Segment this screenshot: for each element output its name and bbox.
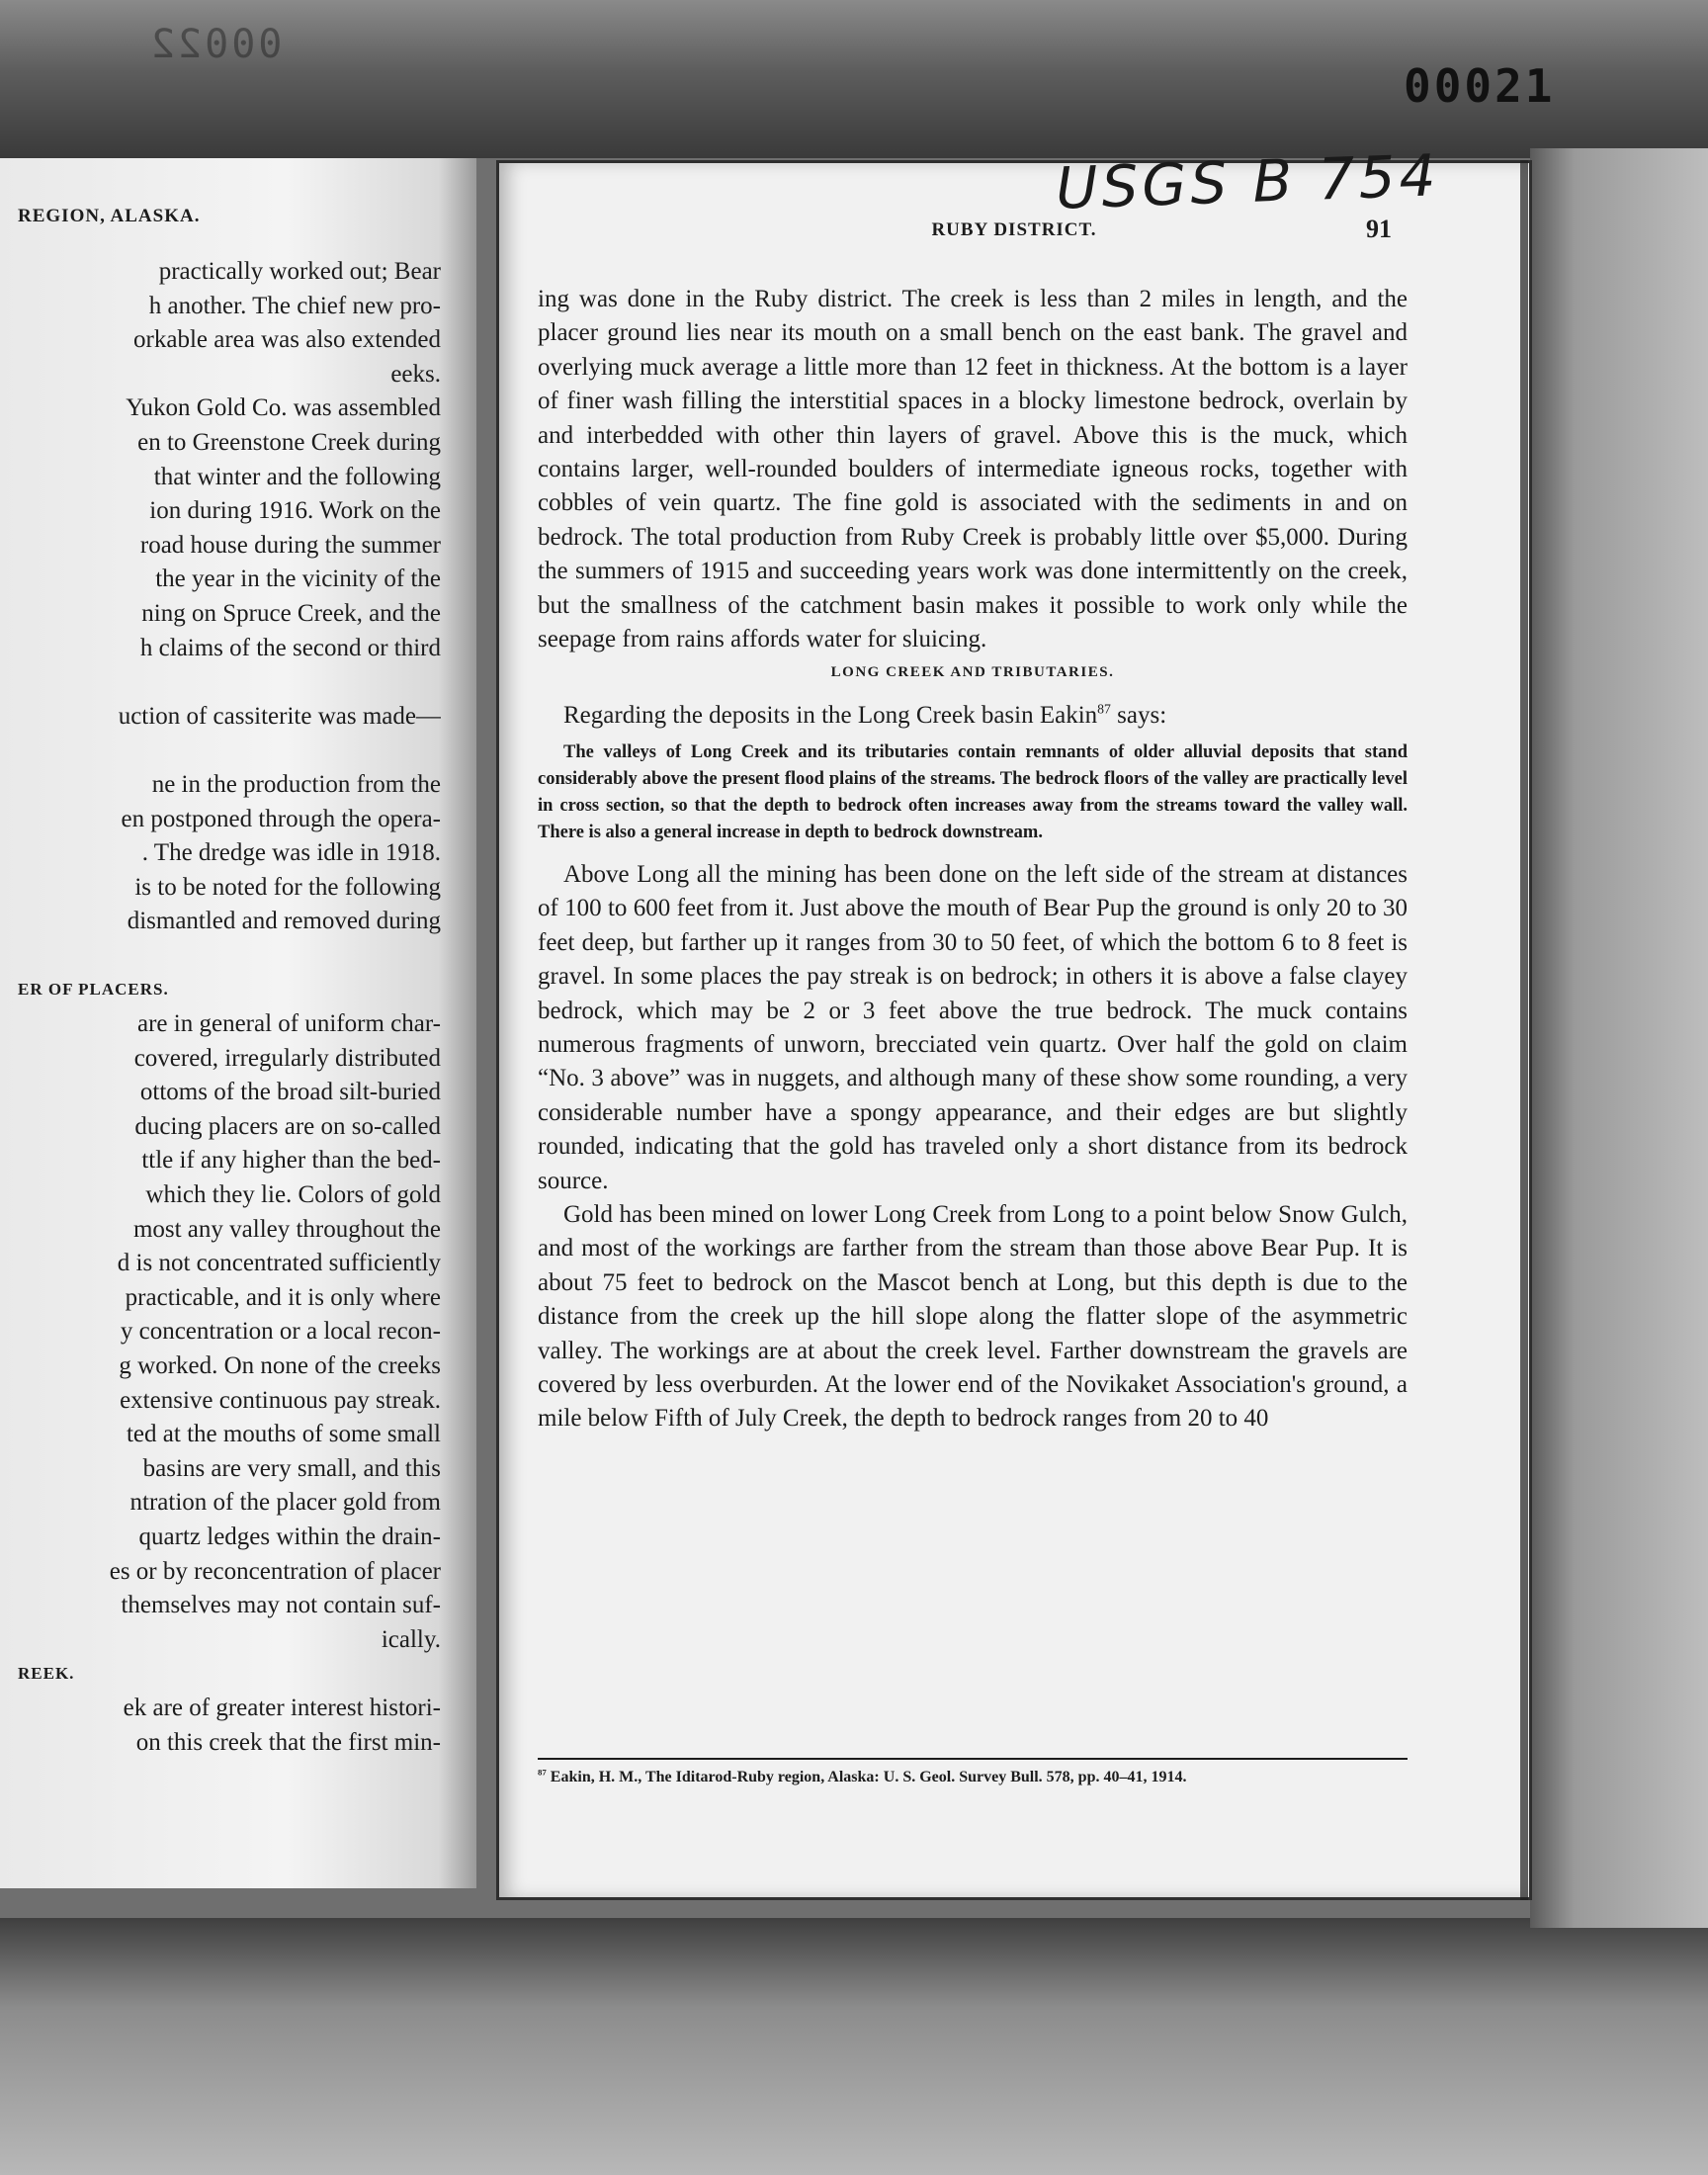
section-heading: LONG CREEK AND TRIBUTARIES. (830, 664, 1115, 681)
facing-page-text (0, 255, 441, 1760)
footnote-marker: 87 (538, 1767, 547, 1778)
facing-page-line: eeks. (390, 360, 441, 388)
facing-page-line: en to Greenstone Creek during (137, 428, 441, 456)
page-number: 91 (1366, 215, 1392, 243)
facing-page-header: REGION, ALASKA. (18, 206, 201, 226)
document-stamp-number: 00021 (1404, 59, 1556, 113)
facing-page-line: REEK. (18, 1664, 75, 1684)
facing-page (0, 158, 476, 1888)
footnote (538, 1766, 1408, 1788)
facing-page-line: ttle if any higher than the bed- (141, 1147, 441, 1174)
facing-page-line: that winter and the following (153, 463, 441, 490)
paragraph-lower-long-creek: Gold has been mined on lower Long Creek from Long to a point below Snow Gulch, and most of the workings are farther from the stream than those above Bear Pup. It is about 75 feet to bedrock on the Mascot bench at Long, but this depth is due to the distance from the creek up the hill slope along the flatter slope of the asymmetric valley. The workings are at about the creek level. Farther downstream the gravels are covered by less overburden. At the lower end of the Novikaket Association's ground, a mile below Fifth of July Creek, the depth to bedrock ranges from 20 to 40 (538, 1200, 1408, 1433)
facing-page-line: ek are of greater interest histori- (123, 1694, 441, 1721)
page-edge (1520, 160, 1528, 1900)
facing-page-line: dismantled and removed during (127, 908, 441, 935)
facing-page-line: which they lie. Colors of gold (145, 1181, 441, 1209)
scan-background-bottom (0, 1918, 1708, 2175)
facing-page-line: g worked. On none of the creeks (119, 1352, 441, 1379)
facing-page-line: are in general of uniform char- (137, 1010, 441, 1038)
facing-page-line: orkable area was also extended (133, 326, 441, 354)
footnote-divider (538, 1758, 1408, 1760)
facing-page-line: Yukon Gold Co. was assembled (126, 394, 441, 422)
facing-page-line: ottoms of the broad silt-buried (139, 1079, 441, 1106)
facing-page-line: ion during 1916. Work on the (149, 497, 441, 525)
facing-page-line: h another. The chief new pro- (148, 292, 441, 319)
facing-page-line: extensive continuous pay streak. (120, 1386, 441, 1414)
facing-page-line: ducing placers are on so-called (134, 1112, 441, 1140)
facing-page-line (0, 734, 441, 768)
facing-page-line (0, 939, 441, 974)
handwritten-annotation: USGS B 754 (1054, 141, 1441, 222)
facing-page-line: covered, irregularly distributed (133, 1044, 441, 1072)
facing-page-line: practically worked out; Bear (158, 258, 441, 285)
scan-background-right (1530, 148, 1708, 1928)
facing-page-line: ntration of the placer gold from (129, 1489, 441, 1517)
book-page (496, 160, 1532, 1900)
facing-page-line: es or by reconcentration of placer (109, 1557, 441, 1585)
facing-page-line: en postponed through the opera- (121, 805, 441, 832)
facing-page-line: y concentration or a local recon- (120, 1318, 441, 1346)
paragraph-eakin-intro (538, 699, 1408, 733)
facing-page-line: uction of cassiterite was made— (118, 702, 441, 730)
facing-page-line: ER OF PLACERS. (18, 980, 169, 1000)
facing-page-line: quartz ledges within the drain- (138, 1522, 441, 1550)
footnote-reference: 87 (1097, 702, 1111, 718)
facing-page-line: on this creek that the first min- (135, 1728, 441, 1756)
facing-page-line: h claims of the second or third (139, 634, 441, 661)
facing-page-line: ning on Spruce Creek, and the (141, 599, 441, 627)
facing-page-line: . The dredge was idle in 1918. (141, 839, 441, 867)
facing-page-line: the year in the vicinity of the (155, 566, 441, 593)
block-quote: The valleys of Long Creek and its tributaries contain remnants of older alluvial deposits that stand considerably above the present flood plains of the streams. The bedrock floors of the valley are practically level in cross section, so that the depth to bedrock often increases away from the streams toward the valley wall. There is also a general increase in depth to bedrock downstream. (538, 741, 1408, 842)
page-body (538, 283, 1408, 1436)
facing-page-line: d is not concentrated sufficiently (117, 1250, 441, 1277)
ghost-stamp-number: 00022 (148, 22, 283, 67)
facing-page-line: practicable, and it is only where (125, 1283, 441, 1311)
facing-page-line: ically. (381, 1625, 441, 1653)
facing-page-line: ne in the production from the (151, 770, 441, 798)
facing-page-line (0, 665, 441, 700)
facing-page-line: basins are very small, and this (142, 1454, 441, 1482)
eakin-intro-tail: says: (1110, 702, 1167, 730)
facing-page-line: road house during the summer (139, 531, 441, 559)
facing-page-line: themselves may not contain suf- (121, 1592, 441, 1619)
eakin-intro-text: Regarding the deposits in the Long Creek basin Eakin (563, 702, 1098, 730)
running-head: RUBY DISTRICT. (931, 219, 1097, 240)
paragraph-ruby-creek: ing was done in the Ruby district. The creek is less than 2 miles in length, and the placer ground lies near its mouth on a small bench on the east bank. The gravel and overlying muck average a little more than 12 feet in thickness. At the bottom is a layer of finer wash filling the interstitial spaces in a blocky limestone bedrock, overlain by and interbedded with other thin layers of gravel. Above this is the muck, which contains larger, well-rounded boulders of intermediate igneous rocks, together with cobbles of vein quartz. The fine gold is associated with the sediments in and on bedrock. The total production from Ruby Creek is probably little over $5,000. During the summers of 1915 and succeeding years work was done intermittently on the creek, but the smallness of the catchment basin makes it possible to work only while the seepage from rains affords water for sluicing. (538, 286, 1408, 653)
facing-page-line: is to be noted for the following (134, 873, 441, 901)
facing-page-line: most any valley throughout the (132, 1215, 441, 1243)
facing-page-line: ted at the mouths of some small (126, 1421, 441, 1448)
paragraph-above-long: Above Long all the mining has been done on the left side of the stream at distances of 100 to 600 feet from it. Just above the mouth of Bear Pup the ground is only 20 to 30 feet deep, but farther up it ranges from 30 to 50 feet, of which the bottom 6 to 8 feet is gravel. In some places the pay streak is on bedrock; in others it is above a false clayey bedrock, which may be 2 or 3 feet above the true bedrock. The muck contains numerous fragments of unworn, brecciated vein quartz. Over half the gold on claim “No. 3 above” was in nuggets, and although many of these show some rounding, a very considerable number have a spongy appearance, and their edges are but slightly rounded, indicating that the gold has traveled only a short distance from its bedrock source. (538, 860, 1408, 1194)
footnote-text: Eakin, H. M., The Iditarod-Ruby region, Alaska: U. S. Geol. Survey Bull. 578, pp. 40–41, 1914. (546, 1769, 1187, 1785)
